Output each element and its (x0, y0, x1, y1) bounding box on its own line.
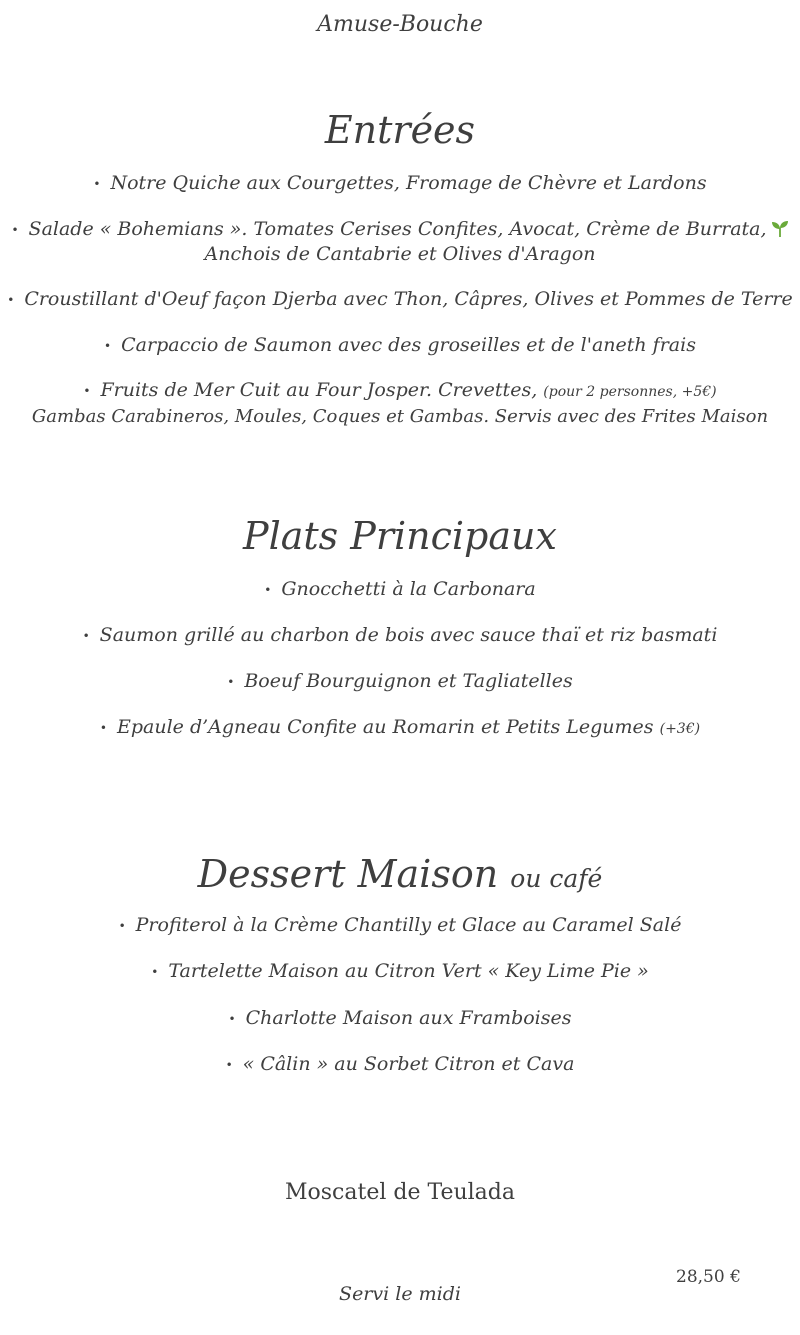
bullet-icon: • (82, 629, 90, 643)
amuse-bouche-heading: Amuse-Bouche (317, 12, 483, 37)
entree-item-fruits-de-mer: • Fruits de Mer Cuit au Four Josper. Crevettes, (pour 2 personnes, +5€) Gambas Carabineros, Moules, Coques et Gambas. Servis avec des Frites Maison (31, 379, 769, 427)
plat-item-agneau: • Epaule d’Agneau Confite au Romarin et Petits Legumes (+3€) (99, 716, 701, 738)
bullet-icon: • (227, 675, 235, 689)
bullet-icon: • (99, 721, 107, 735)
bullet-icon: • (151, 965, 159, 979)
bullet-icon: • (93, 177, 101, 191)
bullet-icon: • (7, 293, 15, 307)
bullet-icon: • (83, 384, 91, 398)
plats-title: Plats Principaux (243, 514, 557, 558)
entree-item-carpaccio: • Carpaccio de Saumon avec des groseilles et de l'aneth frais (104, 334, 696, 356)
entree-item-croustillant: • Croustillant d'Oeuf façon Djerba avec Thon, Câpres, Olives et Pommes de Terre (7, 288, 793, 310)
bullet-icon: • (228, 1012, 236, 1026)
bullet-icon: • (225, 1058, 233, 1072)
desserts-title: Dessert Maison ou café (197, 852, 603, 896)
menu-price: 28,50 € (676, 1267, 741, 1287)
servi-le-midi: Servi le midi (339, 1283, 461, 1305)
plat-item-gnocchetti: • Gnocchetti à la Carbonara (264, 578, 536, 600)
entree-item-quiche: • Notre Quiche aux Courgettes, Fromage de Chèvre et Lardons (93, 172, 707, 194)
sprout-icon (771, 220, 789, 238)
dessert-item-profiterol: • Profiterol à la Crème Chantilly et Glace au Caramel Salé (118, 914, 682, 936)
dessert-item-charlotte: • Charlotte Maison aux Framboises (228, 1007, 572, 1029)
bullet-icon: • (104, 339, 112, 353)
bullet-icon: • (118, 919, 126, 933)
entree-item-salade: • Salade « Bohemians ». Tomates Cerises Confites, Avocat, Crème de Burrata, Anchois de Cantabrie et Olives d'Aragon (0, 217, 800, 266)
entrees-title: Entrées (324, 108, 476, 152)
bullet-icon: • (11, 223, 19, 237)
plat-item-boeuf: • Boeuf Bourguignon et Tagliatelles (227, 670, 573, 692)
plat-item-saumon: • Saumon grillé au charbon de bois avec sauce thaï et riz basmati (82, 624, 718, 646)
dessert-item-calin: • « Câlin » au Sorbet Citron et Cava (225, 1053, 575, 1075)
dessert-item-tartelette: • Tartelette Maison au Citron Vert « Key Lime Pie » (151, 960, 649, 982)
bullet-icon: • (264, 583, 272, 597)
moscatel-line: Moscatel de Teulada (285, 1180, 515, 1205)
